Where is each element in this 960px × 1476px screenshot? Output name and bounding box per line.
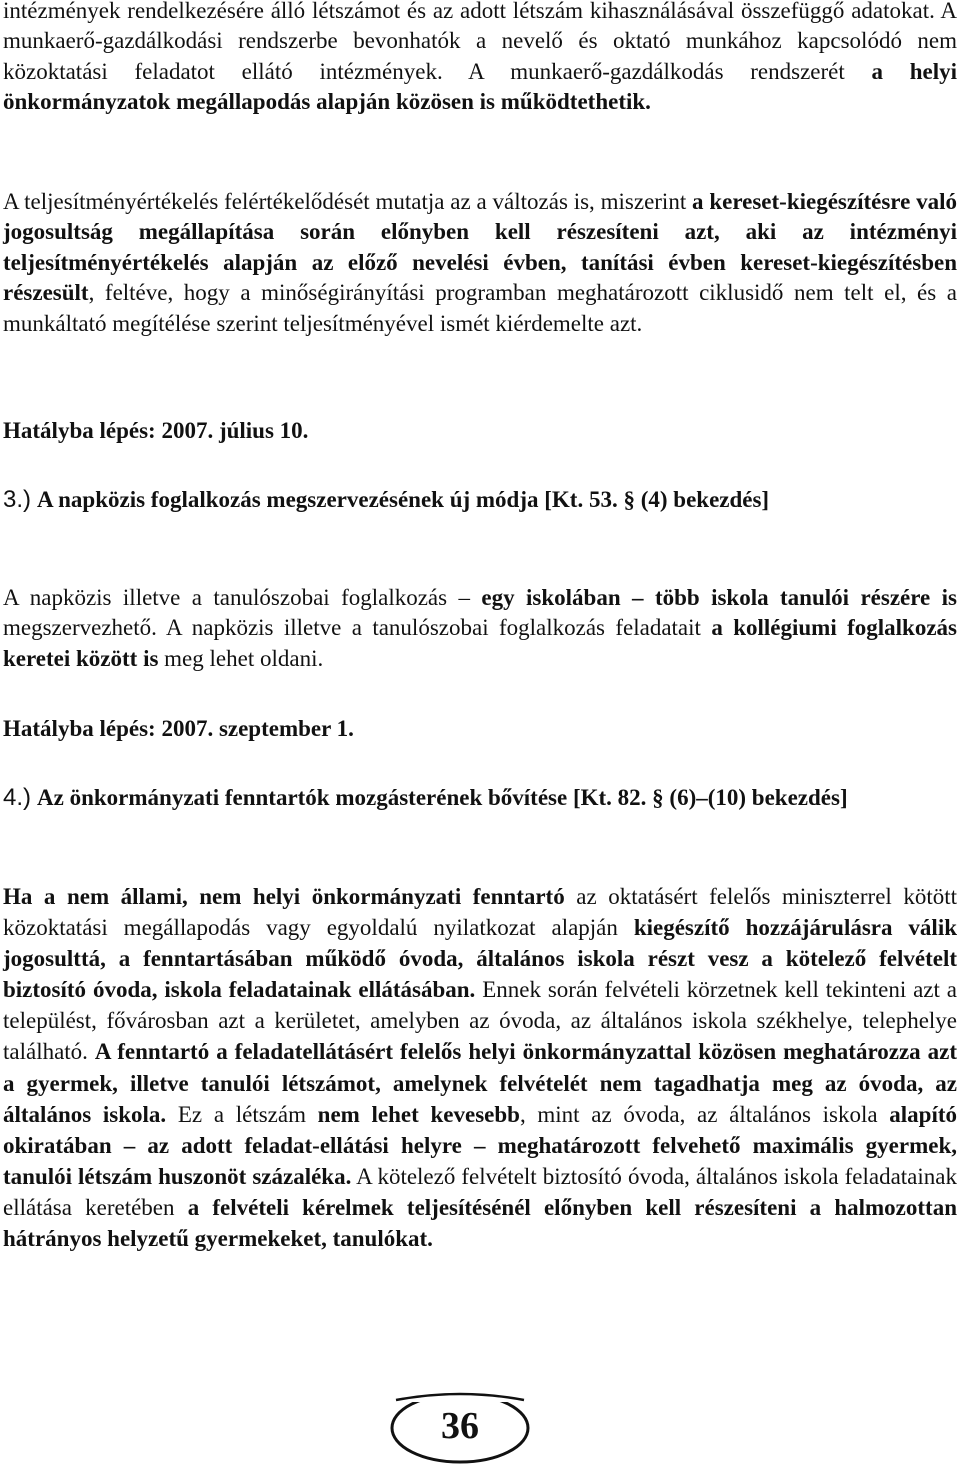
paragraph-workforce-management: [3, 0, 957, 118]
section-heading-3: [3, 484, 957, 515]
effective-date-2: Hatályba lépés: 2007. szeptember 1.: [3, 716, 354, 741]
paragraph-performance-evaluation: [3, 187, 957, 339]
text-run: , feltéve, hogy a minőségirányítási programban meghatározott ciklusidő nem telt el, és a munkáltató megítélése szerint teljesítményével ismét kiérdemelte azt.: [3, 280, 957, 336]
section-heading-4: [3, 782, 957, 813]
effective-date-1: Hatályba lépés: 2007. július 10.: [3, 418, 309, 443]
bold-text-run: a helyi önkormányzatok megállapodás alapján közösen is működtethetik.: [3, 58, 957, 115]
bold-text-run: A fenntartó a feladatellátásért felelős helyi önkormányzattal közösen meghatározza azt a gyermek, illetve tanulói létszámot, amelynek felvételét nem tagadhatja meg az óvoda, az általános iskola.: [3, 1039, 958, 1127]
text-run: intézmények rendelkezésére álló létszámot és az adott létszám kihasználásával összefüggő adatokat. A munkaerő-gazdálkodási rendszerbe bevonhatók a nevelő és oktató munkához kapcsolódó nem közoktatási feladatot ellátó intézmények. A munkaerő-gazdálkodás rendszerét: [3, 0, 957, 84]
paragraph-maintainers: [3, 881, 957, 1254]
text-run: Ennek során felvételi körzetnek kell tekinteni azt a települést, fővárosban azt a kerületet, amelyben az óvoda, az általános iskola székhelye, telephelye található.: [3, 977, 957, 1065]
section-number: 3.): [3, 486, 32, 513]
page-number-badge: [388, 1388, 532, 1464]
section-title: A napközis foglalkozás megszervezésének új módja [Kt. 53. § (4) bekezdés]: [37, 487, 770, 512]
paragraph-day-care: [3, 583, 957, 674]
section-number: 4.): [3, 784, 32, 811]
text-run: az oktatásért felelős miniszterrel kötött közoktatási megállapodás vagy egyoldalú nyilatkozat alapján: [3, 884, 958, 941]
bold-text-run: kiegészítő hozzájárulásra válik jogosulttá, a fenntartásában működő óvoda, általános iskola részt vesz a kötelező felvételt biztosító óvoda, iskola feladatainak ellátásában.: [3, 915, 957, 1003]
text-run: Ez a létszám: [166, 1101, 318, 1127]
text-run: meg lehet oldani.: [158, 645, 324, 671]
text-run: A napközis illetve a tanulószobai foglalkozás –: [3, 585, 482, 610]
bold-text-run: nem lehet kevesebb: [317, 1101, 520, 1127]
text-run: A kötelező felvételt biztosító óvoda, általános iskola feladatainak ellátása keretében: [3, 1163, 957, 1220]
text-run: megszervezhető. A napközis illetve a tanulószobai foglalkozás feladatait: [3, 615, 712, 641]
bold-text-run: alapító okiratában – az adott feladat-ellátási helyre – meghatározott felvehető maximális gyermek, tanulói létszám huszonöt százaléka.: [3, 1101, 957, 1189]
bold-text-run: a kollégiumi foglalkozás keretei között is: [3, 615, 957, 671]
bold-text-run: a kereset-kiegészítésre való jogosultság megállapítása során előnyben kell részesíteni azt, aki az intézményi teljesítményértékelés alapján az előző nevelési évben, tanítási évben kereset-kiegészítésben részesült: [3, 189, 957, 306]
bold-text-run: a felvételi kérelmek teljesítésénél előnyben kell részesíteni a halmozottan hátrányos helyzetű gyermekeket, tanulókat.: [3, 1194, 957, 1252]
bold-text-run: Ha a nem állami, nem helyi önkormányzati fenntartó: [3, 884, 565, 909]
section-title: Az önkormányzati fenntartók mozgásterének bővítése [Kt. 82. § (6)–(10) bekezdés]: [37, 785, 848, 810]
text-run: A teljesítményértékelés felértékelődését mutatja az a változás is, miszerint: [3, 189, 693, 214]
page-number: 36: [441, 1405, 479, 1447]
text-run: , mint az óvoda, az általános iskola: [519, 1101, 890, 1127]
bold-text-run: egy iskolában – több iskola tanulói részére is: [481, 585, 957, 610]
